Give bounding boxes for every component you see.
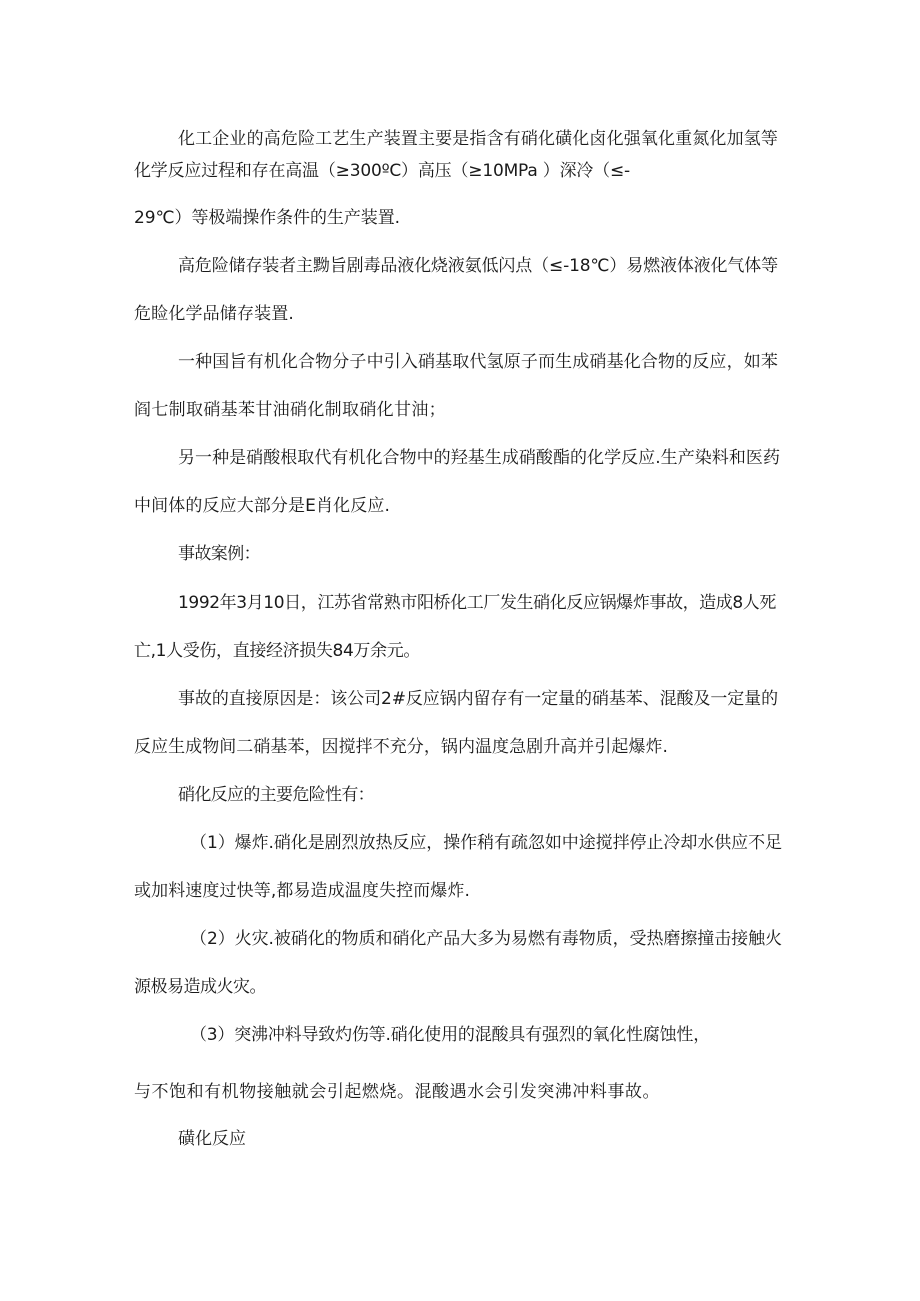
text-line: 亡,1人受伤，直接经济损失84万余元。 bbox=[134, 641, 420, 661]
text-line: 或加料速度过快等,都易造成温度失控而爆炸. bbox=[134, 881, 470, 901]
text-line: 事故的直接原因是：该公司2#反应锅内留存有一定量的硝基苯、混酸及一定量的 bbox=[178, 689, 778, 709]
text-line: 事故案例： bbox=[178, 544, 260, 564]
text-line: 一种国旨有机化合物分子中引入硝基取代氢原子而生成硝基化合物的反应，如苯 bbox=[178, 352, 779, 372]
text-line: 与不饱和有机物接触就会引起燃烧。混酸遇水会引发突沸冲料事故。 bbox=[134, 1082, 660, 1102]
text-line: 另一种是硝酸根取代有机化合物中的羟基生成硝酸酯的化学反应.生产染料和医药 bbox=[178, 448, 780, 468]
text-line: 化学反应过程和存在高温（≥300ºC）高压（≥10MPa ）深冷（≤- bbox=[134, 161, 630, 181]
text-line: 源极易造成火灾。 bbox=[134, 977, 266, 997]
text-line: 化工企业的高危险工艺生产装置主要是指含有硝化磺化卤化强氧化重氮化加氢等 bbox=[178, 129, 779, 149]
text-line: 高危险储存装者主黝旨剧毒品液化烧液氨低闪点（≤-18℃）易燃液体液化气体等 bbox=[178, 256, 778, 276]
text-line: 磺化反应 bbox=[178, 1129, 246, 1149]
text-line: （3）突沸冲料导致灼伤等.硝化使用的混酸具有强烈的氧化性腐蚀性， bbox=[190, 1025, 711, 1045]
text-line: 危睑化学品储存装置. bbox=[134, 304, 294, 324]
text-line: （2）火灾.被硝化的物质和硝化产品大多为易燃有毒物质，受热磨擦撞击接触火 bbox=[190, 929, 782, 949]
text-line: 中间体的反应大部分是E肖化反应. bbox=[134, 496, 390, 516]
text-line: （1）爆炸.硝化是剧烈放热反应，操作稍有疏忽如中途搅拌停止冷却水供应不足 bbox=[190, 833, 782, 853]
text-line: 阎七制取硝基苯甘油硝化制取硝化甘油； bbox=[134, 400, 446, 420]
text-line: 29℃）等极端操作条件的生产装置. bbox=[134, 208, 400, 228]
text-line: 硝化反应的主要危险性有： bbox=[178, 785, 374, 805]
text-line: 反应生成物间二硝基苯，因搅拌不充分，锅内温度急剧升高并引起爆炸. bbox=[134, 737, 669, 757]
text-line: 1992年3月10日，江苏省常熟市阳桥化工厂发生硝化反应锅爆炸事故，造成8人死 bbox=[178, 593, 777, 613]
